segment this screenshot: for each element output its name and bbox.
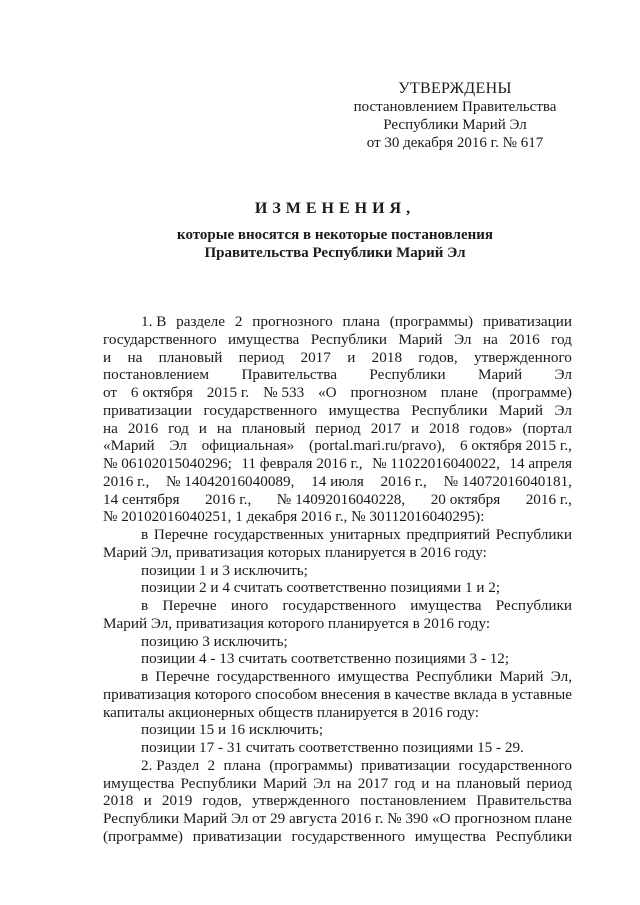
body-word: в: [141, 597, 149, 614]
body-word: 2: [207, 756, 216, 774]
body-word: (portal.mari.ru/pravo),: [309, 437, 446, 455]
body-line: [103, 828, 572, 846]
body-word: Эл: [313, 774, 331, 792]
body-line: [103, 686, 572, 704]
body-word: 14 апреля: [509, 455, 572, 472]
body-word: 2017: [370, 419, 402, 437]
body-word: Эл: [230, 810, 249, 827]
body-word: 2: [234, 313, 243, 330]
body-line: [103, 757, 572, 775]
body-word: 2018: [429, 419, 460, 437]
body-line: [103, 526, 572, 544]
body-word: 2016: [509, 330, 540, 348]
body-line: [103, 562, 572, 580]
body-word: Марий: [478, 366, 523, 384]
body-word: годов,: [418, 348, 458, 366]
body-word: «Марий: [103, 437, 155, 455]
body-word: внесения: [320, 685, 381, 703]
body-word: Эл: [554, 401, 572, 419]
body-word: 2016 г.,: [103, 472, 150, 490]
body-word: год: [551, 330, 572, 348]
approval-line-3: от 30 декабря 2016 г. № 617: [366, 135, 544, 151]
body-line: [103, 491, 572, 509]
body-word: августа: [289, 810, 338, 827]
body-word: 1. В: [141, 313, 167, 330]
document-title: [100, 200, 570, 262]
body-word: и: [103, 348, 112, 366]
body-word: № 20102016040251, 1 декабря 2016 г., № 30112016040295):: [103, 508, 485, 526]
body-line: [103, 420, 572, 438]
body-word: на: [336, 774, 352, 792]
body-word: позиции 15 и 16 исключить;: [141, 721, 324, 739]
approval-line-2: Республики Марий Эл: [383, 117, 527, 133]
body-word: плановый: [158, 348, 223, 366]
body-word: государственного: [458, 756, 572, 774]
body-word: позиции 2 и 4 считать соответственно позициями 1 и 2;: [141, 579, 501, 597]
body-word: государственных: [213, 526, 325, 543]
body-word: Марий: [398, 330, 443, 348]
body-word: Перечне: [162, 597, 217, 614]
body-word: и: [347, 348, 356, 366]
body-word: государственного: [203, 401, 318, 419]
body-word: Перечне: [155, 668, 210, 685]
body-word: 2019: [161, 792, 193, 810]
body-word: на: [103, 419, 118, 437]
body-line: [103, 455, 572, 473]
body-word: 2016 г.,: [205, 490, 252, 508]
body-word: Эл,: [550, 668, 572, 685]
body-word: 2015 г.: [206, 384, 250, 401]
body-word: вклада: [453, 685, 498, 703]
body-word: Марий Эл, приватизация которого планируется в 2016 году:: [103, 614, 491, 632]
body-word: и: [198, 419, 207, 437]
body-line: [103, 668, 572, 686]
body-word: и: [411, 419, 420, 437]
body-line: [103, 721, 572, 739]
body-word: Эл: [169, 437, 187, 455]
body-line: [103, 366, 572, 384]
body-word: в: [500, 685, 509, 703]
title-main: ИЗМЕНЕНИЯ,: [254, 200, 416, 217]
body-word: приватизации: [482, 313, 572, 330]
body-line: [103, 402, 572, 420]
approval-heading: УТВЕРЖДЕНЫ: [398, 80, 512, 97]
body-word: предприятий: [406, 526, 491, 543]
body-line: [103, 313, 572, 331]
body-word: от: [103, 384, 118, 401]
body-word: Республики: [495, 827, 572, 845]
body-word: Республики: [416, 668, 493, 685]
body-word: 2016: [127, 419, 159, 437]
body-word: Республики: [411, 401, 488, 419]
body-word: прогнозном: [350, 384, 427, 401]
body-word: № 14092016040228,: [276, 490, 406, 508]
body-word: «О: [318, 384, 337, 401]
body-word: Правительства: [476, 792, 572, 810]
body-word: в: [141, 526, 149, 543]
body-word: год: [168, 419, 189, 437]
body-word: Республики: [495, 526, 572, 543]
body-word: Республики: [369, 366, 446, 384]
body-word: год: [394, 774, 416, 792]
body-word: имущества: [337, 668, 409, 685]
body-word: унитарных: [329, 526, 401, 543]
approval-block: [330, 80, 580, 152]
body-word: приватизации: [103, 401, 193, 419]
body-word: плана: [223, 756, 261, 774]
body-word: 2018: [371, 348, 403, 366]
body-word: Марий: [498, 401, 544, 419]
body-word: № 390: [387, 810, 429, 827]
body-line: [103, 384, 572, 402]
body-word: № 14072016040181,: [443, 472, 572, 490]
body-word: 29: [270, 810, 286, 827]
body-line: [103, 508, 572, 526]
body-line: [103, 437, 572, 455]
body-word: 2018: [103, 792, 134, 810]
body-word: приватизация: [103, 685, 191, 703]
approval-line-1: постановлением Правительства: [353, 99, 557, 115]
body-word: прогнозном: [454, 810, 531, 827]
body-word: Эл: [454, 330, 472, 348]
body-word: и: [143, 792, 152, 810]
body-line: [103, 810, 572, 828]
body-line: [103, 615, 572, 633]
body-word: Перечне: [153, 526, 209, 543]
body-word: приватизации: [361, 756, 451, 774]
body-word: позиции 17 - 31 считать соответственно позициями 15 - 29.: [141, 739, 524, 756]
body-word: «О: [432, 810, 451, 827]
body-word: 2017: [300, 348, 331, 366]
body-word: позиции 4 - 13 считать соответственно позициями 3 - 12;: [141, 650, 510, 668]
body-word: плане: [440, 384, 479, 401]
body-word: имущества: [410, 597, 482, 614]
body-word: 14 сентября: [103, 490, 180, 508]
title-subtitle-2: Правительства Республики Марий Эл: [204, 245, 466, 261]
body-word: Республики: [180, 774, 257, 792]
body-word: Марий: [499, 668, 544, 685]
body-word: 11 февраля 2016 г.,: [241, 455, 363, 472]
body-word: 14 июля: [311, 472, 364, 490]
body-word: имущества: [103, 774, 175, 792]
body-word: 2. Раздел: [141, 756, 200, 774]
body-line: [103, 473, 572, 491]
body-word: постановлением: [360, 792, 467, 810]
body-line: [103, 650, 572, 668]
body-word: 2016 г.,: [525, 490, 572, 508]
body-word: государственного: [291, 827, 406, 845]
body-line: [103, 579, 572, 597]
body-line: [103, 349, 572, 367]
body-word: имущества: [328, 401, 400, 419]
body-line: [103, 792, 572, 810]
body-line: [103, 597, 572, 615]
body-word: имущества: [414, 827, 487, 845]
body-word: утвержденного: [252, 792, 350, 810]
body-word: Марий: [262, 774, 307, 792]
body-word: № 533: [263, 384, 305, 401]
body-word: Эл: [554, 366, 572, 384]
body-word: на: [127, 348, 143, 366]
body-word: 2016 г.: [340, 810, 384, 827]
body-line: [103, 775, 572, 793]
body-word: период: [315, 419, 361, 437]
body-word: официальная»: [201, 437, 295, 455]
body-word: Марий: [183, 810, 228, 827]
body-word: имущества: [228, 330, 300, 348]
body-word: (программы): [389, 313, 474, 330]
body-word: № 11022016040022,: [372, 455, 500, 472]
body-word: плановый: [456, 774, 521, 792]
body-word: утвержденного: [473, 348, 572, 366]
body-word: на: [435, 774, 451, 792]
body-word: постановлением: [103, 366, 210, 384]
body-line: [103, 704, 572, 722]
body-word: Республики: [495, 597, 572, 614]
document-body: [103, 313, 572, 846]
body-word: 20 октября: [430, 490, 501, 508]
body-word: которого: [194, 685, 252, 703]
body-word: государственного: [216, 668, 331, 685]
body-word: качестве: [394, 685, 450, 703]
body-word: капиталы акционерных обществ планируется в 2016 году:: [103, 703, 479, 721]
body-line: [103, 739, 572, 757]
body-word: на: [216, 419, 232, 437]
body-word: на: [482, 330, 498, 348]
body-word: 6 октября: [130, 384, 193, 401]
body-word: (портал: [522, 419, 572, 437]
body-word: (программе): [103, 827, 183, 845]
body-word: 6 октября 2015 г.,: [459, 437, 572, 455]
body-word: прогнозного: [252, 313, 333, 330]
body-word: государственного: [282, 597, 397, 614]
body-word: период: [526, 774, 572, 792]
body-word: иного: [230, 597, 269, 614]
body-word: (программе): [491, 384, 572, 401]
body-word: (программы): [269, 756, 353, 774]
body-word: 2016 г.,: [380, 472, 427, 490]
body-word: плановый: [241, 419, 306, 437]
body-line: [103, 544, 572, 562]
body-word: позицию 3 исключить;: [141, 632, 288, 650]
body-word: приватизации: [192, 827, 282, 845]
body-word: способом: [255, 685, 317, 703]
body-word: государственного: [103, 330, 217, 348]
body-line: [103, 331, 572, 349]
body-word: разделе: [176, 313, 226, 330]
body-word: Республики: [103, 810, 180, 827]
body-word: плане: [534, 810, 572, 827]
body-word: годов,: [202, 792, 242, 810]
body-word: Правительства: [241, 366, 338, 384]
body-word: Марий Эл, приватизация которых планируется в 2016 году:: [103, 543, 487, 561]
body-word: № 06102015040296;: [103, 455, 232, 472]
body-word: № 14042016040089,: [166, 472, 295, 490]
body-word: плана: [342, 313, 380, 330]
body-word: Республики: [310, 330, 387, 348]
body-word: в: [141, 668, 149, 685]
body-word: и: [421, 774, 430, 792]
body-word: уставные: [511, 685, 572, 703]
body-word: 2017: [357, 774, 389, 792]
body-word: от: [252, 810, 267, 827]
title-subtitle-1: которые вносятся в некоторые постановления: [177, 227, 493, 243]
body-word: годов»: [469, 419, 513, 437]
body-word: в: [383, 685, 391, 703]
body-word: период: [238, 348, 285, 366]
body-line: [103, 633, 572, 651]
body-word: позиции 1 и 3 исключить;: [141, 561, 308, 579]
